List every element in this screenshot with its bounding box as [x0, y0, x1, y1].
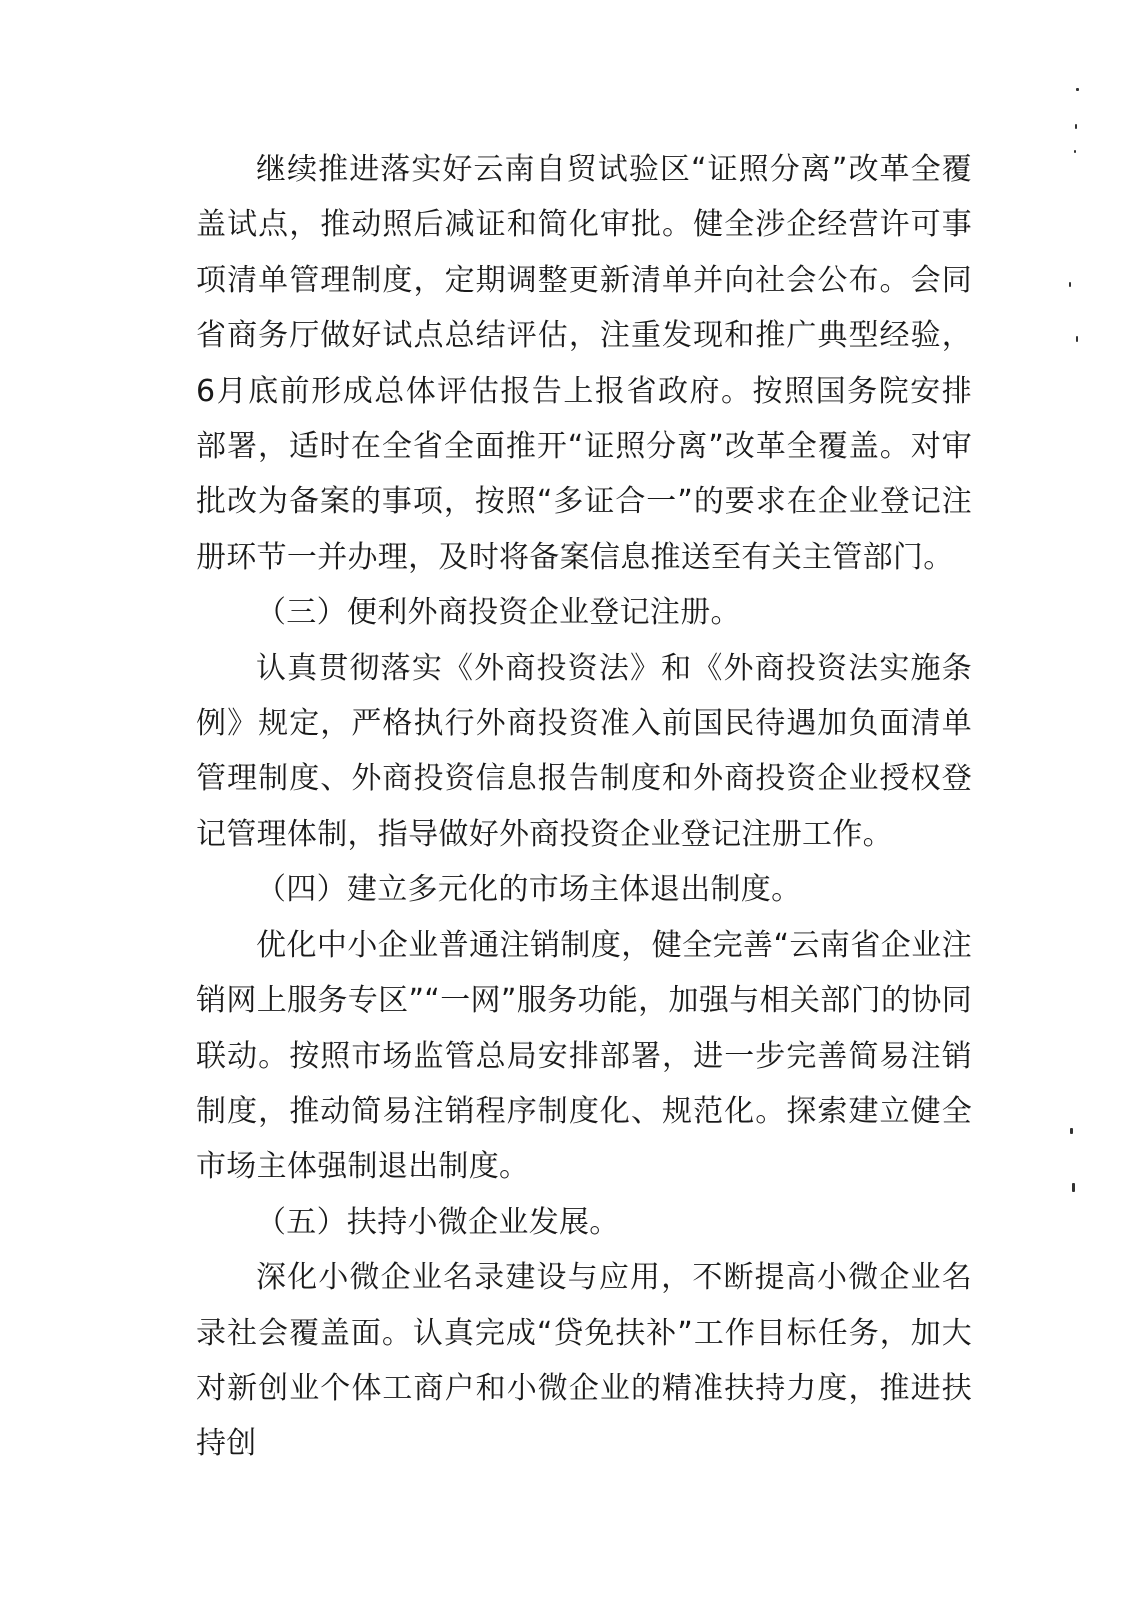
paragraph-body-3: 优化中小企业普通注销制度，健全完善“云南省企业注销网上服务专区”“一网”服务功能，加强与相关部门的协同联动。按照市场监管总局安排部署，进一步完善简易注销制度，推动简易注销程序制度化、规范化。探索建立健全市场主体强制退出制度。 [196, 927, 972, 1185]
scan-speck [1075, 124, 1077, 129]
scan-speck [1076, 336, 1078, 342]
paragraph-body-4: 深化小微企业名录建设与应用，不断提高小微企业名录社会覆盖面。认真完成“贷免扶补”工作目标任务，加大对新创业个体工商户和小微企业的精准扶持力度，推进扶持创 [196, 1260, 972, 1462]
section-heading-5: （五）扶持小微企业发展。 [256, 1204, 620, 1240]
document-body [196, 142, 972, 1472]
scan-speck [1074, 150, 1076, 153]
paragraph-body-2: 认真贯彻落实《外商投资法》和《外商投资法实施条例》规定，严格执行外商投资准入前国民待遇加负面清单管理制度、外商投资信息报告制度和外商投资企业授权登记管理体制，指导做好外商投资企业登记注册工作。 [196, 650, 972, 852]
scan-speck [1076, 88, 1079, 91]
paragraph-body-1: 继续推进落实好云南自贸试验区“证照分离”改革全覆盖试点，推动照后减证和简化审批。健全涉企经营许可事项清单管理制度，定期调整更新清单并向社会公布。会同省商务厅做好试点总结评估，注重发现和推广典型经验，6月底前形成总体评估报告上报省政府。按照国务院安排部署，适时在全省全面推开“证照分离”改革全覆盖。对审批改为备案的事项，按照“多证合一”的要求在企业登记注册环节一并办理，及时将备案信息推送至有关主管部门。 [196, 152, 972, 575]
section-heading-3: （三）便利外商投资企业登记注册。 [256, 595, 741, 631]
scan-speck [1070, 1128, 1073, 1134]
scan-speck [1069, 282, 1071, 287]
section-heading-4: （四）建立多元化的市场主体退出制度。 [256, 872, 802, 908]
scan-speck [1072, 1183, 1075, 1192]
